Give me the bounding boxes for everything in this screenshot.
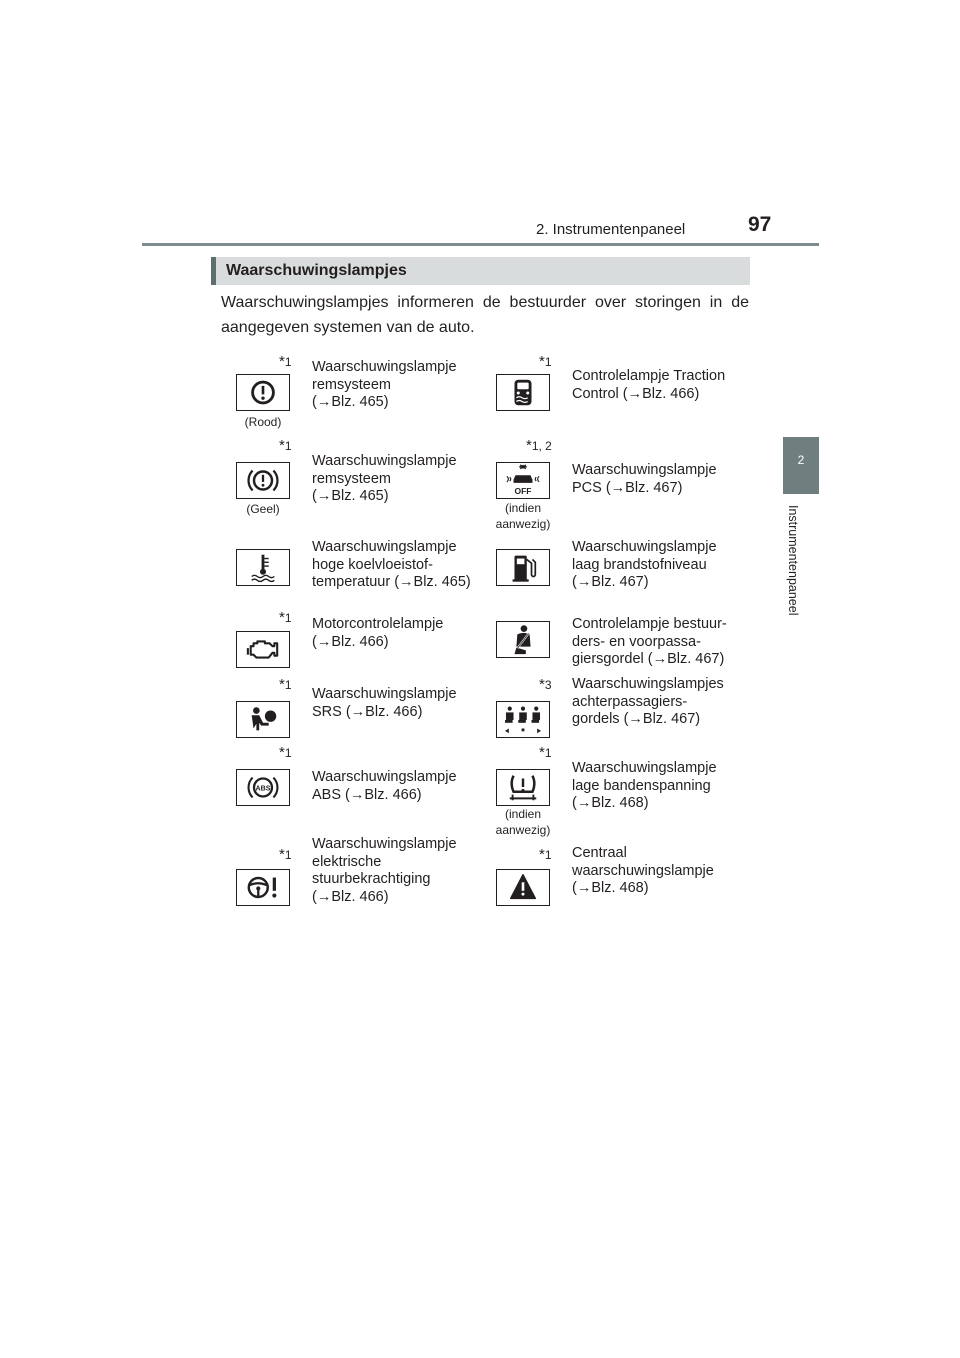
- coolant-temperature-icon: [236, 549, 290, 586]
- footnote-marker: *1: [279, 676, 292, 693]
- section-heading: [211, 257, 750, 285]
- pcs-off-icon: [496, 462, 550, 499]
- fuel-pump-icon: [496, 549, 550, 586]
- lamp-description: Waarschuwingslampje remsysteem (→Blz. 465): [312, 359, 457, 410]
- footnote-marker: *1: [279, 609, 292, 626]
- footnote-marker: *1, 2: [526, 437, 552, 454]
- footnote-marker: *1: [279, 353, 292, 370]
- section-accent: [211, 257, 216, 285]
- lamp-note: (indien aanwezig): [495, 807, 551, 837]
- footnote-marker: *1: [539, 846, 552, 863]
- lamp-description: Motorcontrolelampje (→Blz. 466): [312, 616, 444, 650]
- header-rule: [142, 243, 819, 246]
- section-title: Waarschuwingslampjes: [226, 262, 407, 279]
- seatbelt-icon: [496, 621, 550, 658]
- intro-paragraph: Waarschuwingslampjes informeren de bestuurder over storingen in de aangegeven systemen van de auto.: [221, 294, 749, 336]
- abs-icon: [236, 769, 290, 806]
- footnote-marker: *1: [279, 437, 292, 454]
- lamp-description: Waarschuwingslampje lage bandenspanning (→Blz. 468): [572, 760, 717, 811]
- footnote-marker: *1: [539, 744, 552, 761]
- lamp-description: Waarschuwingslampje PCS (→Blz. 467): [572, 462, 717, 496]
- check-engine-icon: [236, 631, 290, 668]
- brake-warning-icon: [236, 374, 290, 411]
- brake-system-icon: [236, 462, 290, 499]
- lamp-description: Controlelampje bestuur- ders- en voorpassa- giersgordel (→Blz. 467): [572, 616, 727, 667]
- lamp-description: Waarschuwingslampje laag brandstofniveau (→Blz. 467): [572, 539, 717, 590]
- abs-label: ABS: [255, 784, 271, 793]
- lamp-description: Waarschuwingslampje elektrische stuurbekrachtiging (→Blz. 466): [312, 836, 457, 905]
- chapter-tab-label: Instrumentenpaneel: [786, 505, 800, 616]
- power-steering-icon: [236, 869, 290, 906]
- lamp-note: (Geel): [246, 502, 280, 516]
- lamp-description: Waarschuwingslampjes achterpassagiers- gordels (→Blz. 467): [572, 676, 724, 727]
- footnote-marker: *1: [539, 353, 552, 370]
- lamp-description: Waarschuwingslampje ABS (→Blz. 466): [312, 769, 457, 803]
- lamp-description: Waarschuwingslampje SRS (→Blz. 466): [312, 686, 457, 720]
- pcs-off-label: OFF: [514, 486, 532, 497]
- lamp-description: Centraal waarschuwingslampje (→Blz. 468): [572, 845, 714, 896]
- lamp-description: Waarschuwingslampje remsysteem (→Blz. 465): [312, 453, 457, 504]
- page-number: 97: [748, 213, 772, 236]
- chapter-tab[interactable]: 2: [783, 437, 819, 494]
- master-warning-icon: [496, 869, 550, 906]
- chapter-title: 2. Instrumentenpaneel: [536, 221, 686, 238]
- tire-pressure-icon: [496, 769, 550, 806]
- lamp-description: Waarschuwingslampje hoge koelvloeistof- temperatuur (→Blz. 465): [312, 539, 471, 590]
- lamp-description: Controlelampje Traction Control (→Blz. 466): [572, 368, 726, 402]
- airbag-icon: [236, 701, 290, 738]
- traction-control-icon: [496, 374, 550, 411]
- footnote-marker: *3: [539, 676, 552, 693]
- footnote-marker: *1: [279, 744, 292, 761]
- lamp-note: (indien aanwezig): [495, 501, 551, 531]
- lamp-note: (Rood): [244, 415, 282, 429]
- rear-seatbelts-icon: [496, 701, 550, 738]
- footnote-marker: *1: [279, 846, 292, 863]
